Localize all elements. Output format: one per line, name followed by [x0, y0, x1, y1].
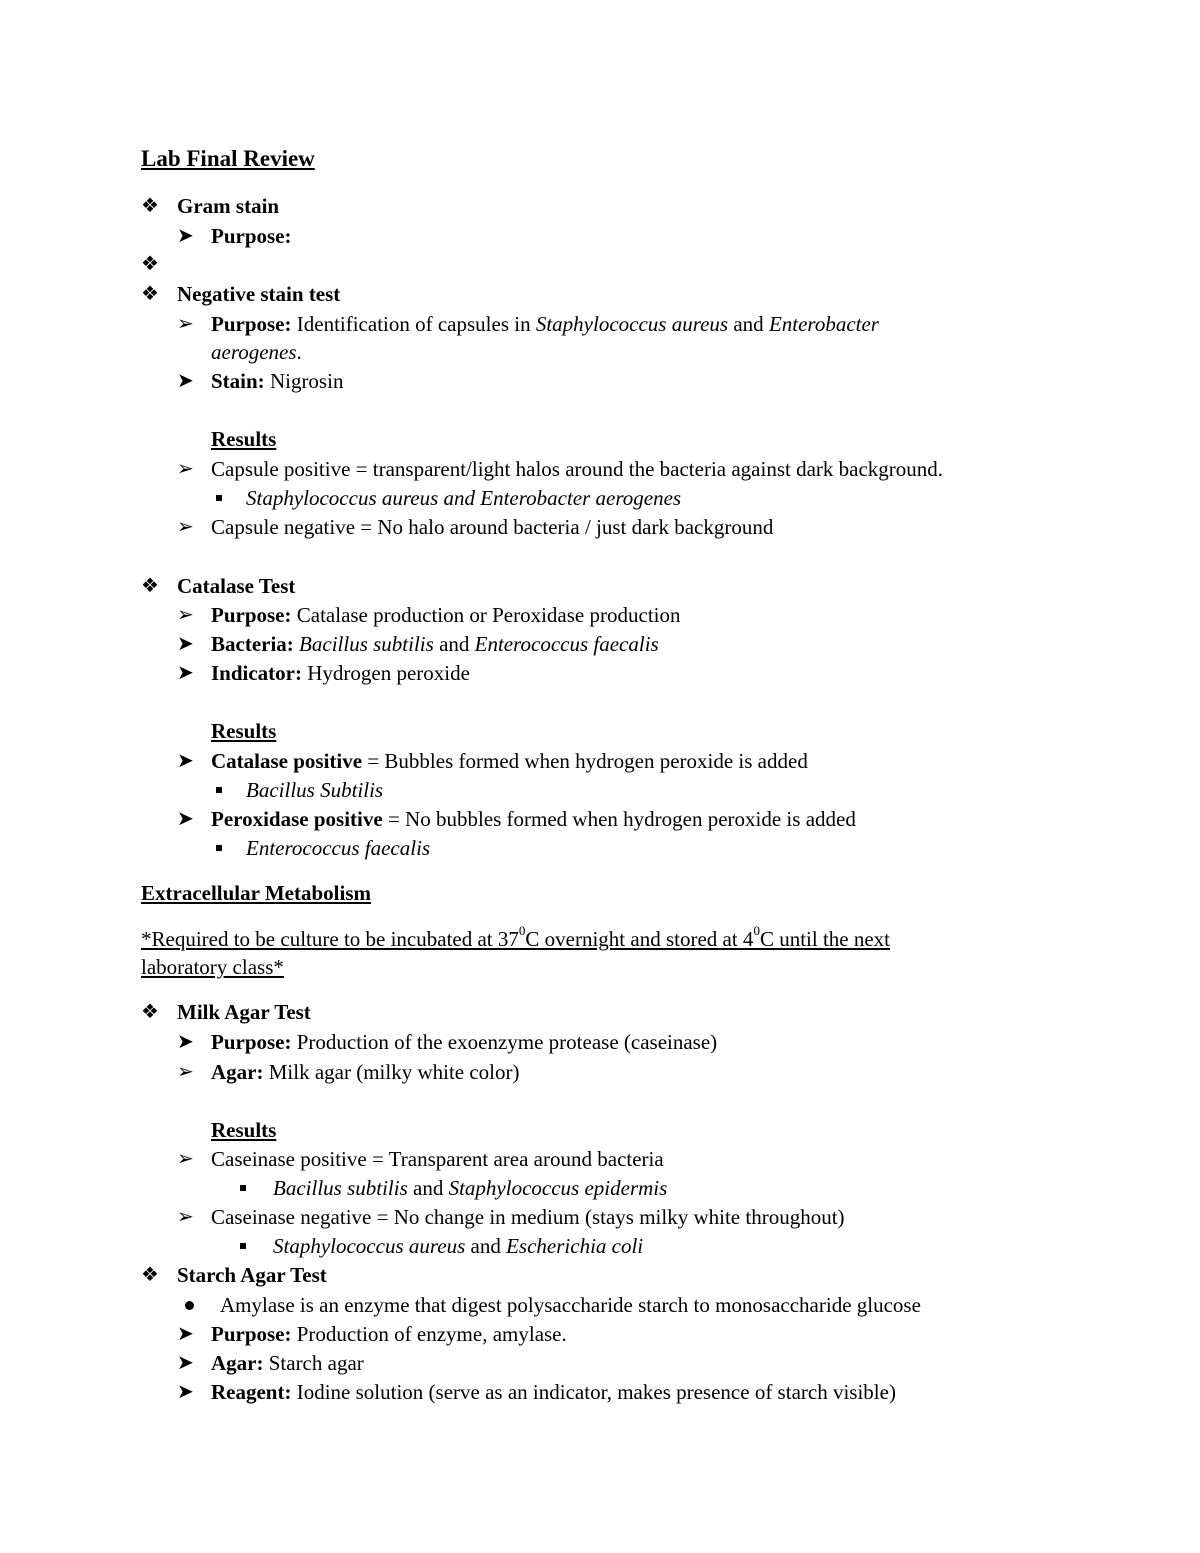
- starch-purpose-text: [211, 1321, 567, 1347]
- diamond-bullet-icon: ❖: [141, 283, 159, 305]
- species-name: Enterococcus faecalis: [474, 632, 659, 656]
- purpose-value: Catalase production or Peroxidase production: [291, 603, 681, 627]
- reagent-label: Reagent:: [211, 1380, 292, 1404]
- catalase-positive-value: = Bubbles formed when hydrogen peroxide is added: [362, 749, 808, 773]
- arrow-bullet-icon: ➤: [177, 662, 194, 684]
- species-name: Escherichia coli: [506, 1234, 644, 1258]
- indicator-label: Indicator:: [211, 661, 302, 685]
- note-part: C overnight and stored at 4: [525, 927, 754, 951]
- square-bullet-icon: [216, 787, 222, 793]
- species-name: Staphylococcus aureus: [273, 1234, 466, 1258]
- degree-superscript: 0: [518, 923, 526, 938]
- milk-agar-text: [211, 1059, 520, 1085]
- square-bullet-icon: [216, 845, 222, 851]
- capsule-positive-text: Capsule positive = transparent/light halos around the bacteria against dark background.: [211, 457, 944, 481]
- stain-label: Stain:: [211, 369, 265, 393]
- arrow-bullet-icon: ➢: [177, 1061, 194, 1083]
- catalase-bacteria-text: [211, 631, 659, 657]
- arrow-bullet-icon: ➤: [177, 750, 194, 772]
- arrow-bullet-icon: ➢: [177, 458, 194, 480]
- caseinase-negative-species: [273, 1233, 643, 1259]
- arrow-bullet-icon: ➤: [177, 370, 194, 392]
- arrow-bullet-icon: ➤: [177, 1381, 194, 1403]
- capsule-negative-text: Capsule negative = No halo around bacteria / just dark background: [211, 515, 774, 539]
- square-bullet-icon: [216, 495, 222, 501]
- negative-purpose-label: Purpose:: [211, 312, 292, 336]
- arrow-bullet-icon: ➢: [177, 1206, 194, 1228]
- arrow-bullet-icon: ➤: [177, 1352, 194, 1374]
- caseinase-negative-text: Caseinase negative = No change in medium (stays milky white throughout): [211, 1205, 845, 1229]
- arrow-bullet-icon: ➤: [177, 1031, 194, 1053]
- negative-purpose-continued: [211, 339, 302, 365]
- capsule-positive-species: Staphylococcus aureus and Enterobacter aerogenes: [246, 486, 682, 510]
- bacteria-label: Bacteria:: [211, 632, 294, 656]
- purpose-value: Production of the exoenzyme protease (caseinase): [291, 1030, 718, 1054]
- arrow-bullet-icon: ➢: [177, 313, 194, 335]
- diamond-bullet-icon: ❖: [141, 1264, 159, 1286]
- diamond-bullet-icon: ❖: [141, 253, 159, 275]
- species-name: Staphylococcus aureus: [535, 312, 729, 336]
- milk-heading: Milk Agar Test: [177, 1000, 311, 1024]
- reagent-value: Iodine solution (serve as an indicator, makes presence of starch visible): [291, 1380, 896, 1404]
- arrow-bullet-icon: ➤: [177, 225, 194, 247]
- agar-value: Milk agar (milky white color): [263, 1060, 520, 1084]
- square-bullet-icon: [240, 1243, 246, 1249]
- arrow-bullet-icon: ➤: [177, 808, 194, 830]
- results-heading: Results: [211, 719, 277, 743]
- purpose-value: Production of enzyme, amylase.: [291, 1322, 567, 1346]
- stain-value: Nigrosin: [264, 369, 344, 393]
- agar-label: Agar:: [211, 1060, 264, 1084]
- negative-stain-text: [211, 368, 343, 394]
- catalase-positive-label: Catalase positive: [211, 749, 363, 773]
- species-name: aerogenes: [211, 340, 297, 364]
- catalase-positive-species: Bacillus Subtilis: [246, 778, 384, 802]
- peroxidase-positive-species: Enterococcus faecalis: [246, 836, 431, 860]
- diamond-bullet-icon: ❖: [141, 575, 159, 597]
- conjunction: and: [433, 632, 475, 656]
- caseinase-positive-species: [273, 1175, 667, 1201]
- species-name: Bacillus subtilis: [299, 632, 434, 656]
- extracellular-heading: Extracellular Metabolism: [141, 881, 371, 905]
- indicator-value: Hydrogen peroxide: [302, 661, 470, 685]
- agar-label: Agar:: [211, 1351, 264, 1375]
- document-title: Lab Final Review: [141, 146, 315, 171]
- species-name: Bacillus subtilis: [273, 1176, 408, 1200]
- purpose-label: Purpose:: [211, 1030, 292, 1054]
- caseinase-positive-text: Caseinase positive = Transparent area around bacteria: [211, 1147, 664, 1171]
- note-part: C until the next: [759, 927, 891, 951]
- gram-purpose-label: Purpose:: [211, 224, 292, 248]
- note-part: culture to be incubated at 37: [280, 927, 519, 951]
- negative-purpose-text: [211, 311, 879, 337]
- starch-agar-text: [211, 1350, 364, 1376]
- square-bullet-icon: [240, 1185, 246, 1191]
- gram-stain-heading: Gram stain: [177, 194, 280, 218]
- period: .: [296, 340, 302, 364]
- purpose-label: Purpose:: [211, 603, 292, 627]
- purpose-label: Purpose:: [211, 1322, 292, 1346]
- results-heading: Results: [211, 427, 277, 451]
- amylase-text: Amylase is an enzyme that digest polysaccharide starch to monosaccharide glucose: [220, 1293, 921, 1317]
- species-name: Enterobacter: [768, 312, 879, 336]
- diamond-bullet-icon: ❖: [141, 1001, 159, 1023]
- incubation-note: [141, 923, 891, 952]
- conjunction: and: [465, 1234, 507, 1258]
- catalase-indicator-text: [211, 660, 470, 686]
- catalase-heading: Catalase Test: [177, 574, 296, 598]
- results-heading: Results: [211, 1118, 277, 1142]
- starch-heading: Starch Agar Test: [177, 1263, 327, 1287]
- catalase-purpose-text: [211, 602, 680, 628]
- catalase-positive-text: [211, 748, 808, 774]
- arrow-bullet-icon: ➤: [177, 633, 194, 655]
- species-name: Staphylococcus epidermis: [448, 1176, 668, 1200]
- negative-purpose-desc: Identification of capsules in: [291, 312, 536, 336]
- degree-superscript: 0: [753, 923, 760, 938]
- note-part: *Required to be: [141, 927, 281, 951]
- arrow-bullet-icon: ➢: [177, 516, 194, 538]
- arrow-bullet-icon: ➤: [177, 1323, 194, 1345]
- arrow-bullet-icon: ➢: [177, 1148, 194, 1170]
- dot-bullet-icon: [185, 1301, 194, 1310]
- starch-reagent-text: [211, 1379, 896, 1405]
- peroxidase-positive-text: [211, 806, 856, 832]
- milk-purpose-text: [211, 1029, 717, 1055]
- conjunction: and: [407, 1176, 449, 1200]
- agar-value: Starch agar: [263, 1351, 364, 1375]
- diamond-bullet-icon: ❖: [141, 195, 159, 217]
- peroxidase-positive-label: Peroxidase positive: [211, 807, 383, 831]
- arrow-bullet-icon: ➢: [177, 604, 194, 626]
- negative-stain-heading: Negative stain test: [177, 282, 341, 306]
- incubation-note-continued: laboratory class*: [141, 955, 284, 979]
- conjunction: and: [728, 312, 769, 336]
- peroxidase-positive-value: = No bubbles formed when hydrogen peroxide is added: [382, 807, 856, 831]
